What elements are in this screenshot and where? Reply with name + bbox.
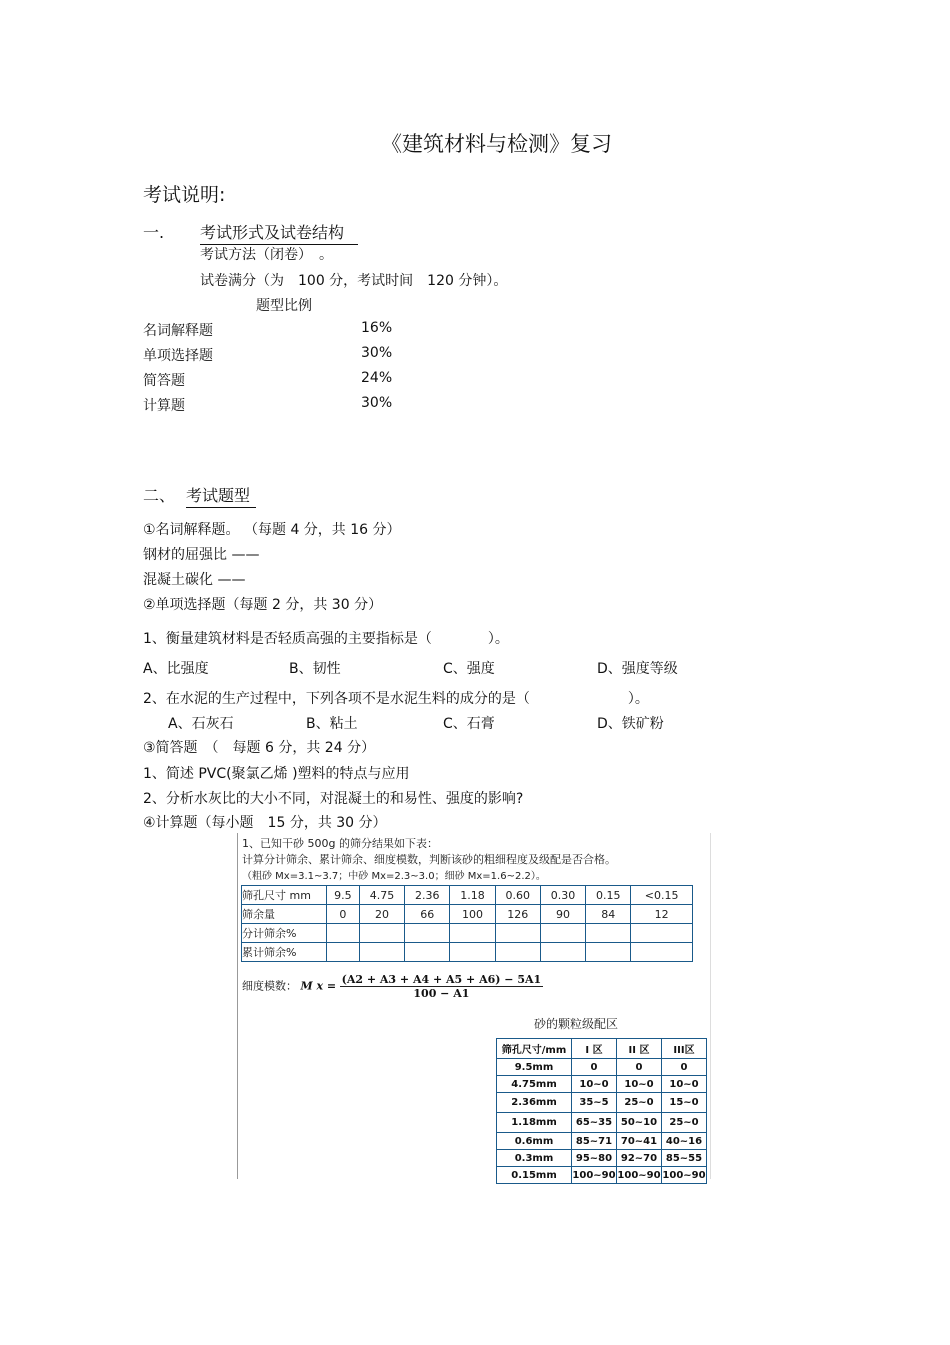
q1-option-a: A、比强度 (143, 661, 209, 677)
table-cell (450, 943, 495, 962)
table-cell: 85~71 (572, 1133, 617, 1150)
table-cell: 90 (540, 905, 585, 924)
formula-lhs: M x = (300, 979, 337, 993)
table-cell: 0 (572, 1059, 617, 1076)
table-row (497, 1093, 707, 1113)
table-cell (495, 943, 540, 962)
table-cell: 50~10 (617, 1113, 662, 1133)
table-cell (631, 924, 693, 943)
table-cell (405, 943, 450, 962)
table-cell: 65~35 (572, 1113, 617, 1133)
table-cell: 40~16 (662, 1133, 707, 1150)
table-cell: 4.75 (359, 886, 404, 905)
q2-option-c: C、石膏 (443, 716, 495, 732)
table-cell (631, 943, 693, 962)
table-cell: 1.18mm (497, 1113, 572, 1133)
part2-number: 二、 (143, 486, 176, 505)
table-cell: 70~41 (617, 1133, 662, 1150)
table-cell: 15~0 (662, 1093, 707, 1113)
exam-score: 试卷满分（为 100 分，考试时间 120 分钟）。 (200, 273, 508, 289)
ratio-pct: 30% (361, 345, 393, 361)
table-row (242, 886, 693, 905)
q2-option-d: D、铁矿粉 (597, 716, 664, 732)
ratio-pct: 30% (361, 395, 393, 411)
table-cell: 95~80 (572, 1150, 617, 1167)
table-cell: 筛孔尺寸/mm (497, 1039, 572, 1059)
ratio-pct: 16% (361, 320, 393, 336)
section-line: 混凝土碳化 —— (143, 572, 246, 588)
calc-line-3: （粗砂 Mx=3.1~3.7；中砂 Mx=2.3~3.0；细砂 Mx=1.6~2.2）。 (242, 871, 546, 882)
exam-method: 考试方法（闭卷） 。 (200, 247, 333, 263)
part1-heading: 考试形式及试卷结构 (200, 220, 358, 245)
table-cell: 20 (359, 905, 404, 924)
table-cell: 0 (617, 1059, 662, 1076)
ratio-type: 简答题 (143, 373, 185, 389)
table-cell: 0 (327, 905, 360, 924)
short-question-1: 1、简述 PVC(聚氯乙烯 )塑料的特点与应用 (143, 766, 410, 782)
table-cell (586, 924, 631, 943)
table-cell (450, 924, 495, 943)
table-cell: 9.5 (327, 886, 360, 905)
table-cell: 100~90 (662, 1167, 707, 1184)
table-cell: I 区 (572, 1039, 617, 1059)
table-cell: 92~70 (617, 1150, 662, 1167)
formula-denominator: 100 − A1 (413, 987, 470, 1000)
table-cell: 分计筛余% (242, 924, 327, 943)
formula-fraction (340, 973, 544, 1000)
gradation-title: 砂的颗粒级配区 (534, 1017, 619, 1031)
gradation-table (496, 1038, 707, 1184)
q2-option-b: B、粘土 (306, 716, 358, 732)
table-cell: 9.5mm (497, 1059, 572, 1076)
table-cell: 0.6mm (497, 1133, 572, 1150)
ratio-type: 单项选择题 (143, 348, 213, 364)
table-cell: 35~5 (572, 1093, 617, 1113)
ratio-pct: 24% (361, 370, 393, 386)
table-cell (405, 924, 450, 943)
table-cell: 1.18 (450, 886, 495, 905)
table-row (242, 924, 693, 943)
part2-heading: 考试题型 (186, 483, 256, 508)
table-cell: 0.30 (540, 886, 585, 905)
table-cell: 0.3mm (497, 1150, 572, 1167)
table-row (497, 1167, 707, 1184)
table-cell: 85~55 (662, 1150, 707, 1167)
table-cell: 100~90 (617, 1167, 662, 1184)
table-cell: 100~90 (572, 1167, 617, 1184)
table-cell (327, 924, 360, 943)
q1-option-c: C、强度 (443, 661, 495, 677)
section-line: ②单项选择题（每题 2 分，共 30 分） (143, 597, 383, 613)
table-cell: II 区 (617, 1039, 662, 1059)
calc-line-1: 1、已知干砂 500g 的筛分结果如下表： (242, 837, 438, 850)
table-row (497, 1113, 707, 1133)
table-cell: 2.36mm (497, 1093, 572, 1113)
table-cell: 2.36 (405, 886, 450, 905)
table-cell: 0 (662, 1059, 707, 1076)
table-cell: 12 (631, 905, 693, 924)
short-answer-heading: ③简答题 （ 每题 6 分，共 24 分） (143, 740, 376, 756)
part1-number: 一. (143, 223, 165, 242)
table-row (497, 1059, 707, 1076)
table-cell (327, 943, 360, 962)
table-cell: III区 (662, 1039, 707, 1059)
calc-image-panel (237, 833, 711, 1179)
table-row (497, 1150, 707, 1167)
table-row (497, 1076, 707, 1093)
ratio-type: 计算题 (143, 398, 185, 414)
table-cell (540, 924, 585, 943)
table-row (242, 943, 693, 962)
short-question-2: 2、分析水灰比的大小不同，对混凝土的和易性、强度的影响? (143, 791, 524, 807)
table-row (242, 905, 693, 924)
fineness-formula (242, 973, 543, 1000)
table-cell: 10~0 (617, 1076, 662, 1093)
table-row (497, 1133, 707, 1150)
table-cell (359, 924, 404, 943)
formula-label: 细度模数： (242, 979, 297, 993)
table-cell: <0.15 (631, 886, 693, 905)
exam-note-heading: 考试说明: (143, 184, 226, 206)
table-cell: 66 (405, 905, 450, 924)
table-cell: 126 (495, 905, 540, 924)
table-cell: 25~0 (617, 1093, 662, 1113)
q1-option-b: B、韧性 (289, 661, 341, 677)
ratio-title: 题型比例 (256, 298, 312, 314)
table-cell: 累计筛余% (242, 943, 327, 962)
table-cell: 0.15 (586, 886, 631, 905)
section-line: 钢材的屈强比 —— (143, 547, 260, 563)
calc-heading: ④计算题（每小题 15 分，共 30 分） (143, 815, 387, 831)
question-1: 1、衡量建筑材料是否轻质高强的主要指标是（ ）。 (143, 631, 509, 647)
formula-numerator: (A2 + A3 + A4 + A5 + A6) − 5A1 (341, 973, 542, 986)
table-cell: 0.60 (495, 886, 540, 905)
table-cell: 10~0 (572, 1076, 617, 1093)
q2-option-a: A、石灰石 (168, 716, 234, 732)
table-cell: 4.75mm (497, 1076, 572, 1093)
table-cell: 100 (450, 905, 495, 924)
table-cell: 筛孔尺寸 mm (242, 886, 327, 905)
table-cell (540, 943, 585, 962)
table-cell: 0.15mm (497, 1167, 572, 1184)
table-cell (495, 924, 540, 943)
table-cell: 筛余量 (242, 905, 327, 924)
calc-line-2: 计算分计筛余、累计筛余、细度模数，判断该砂的粗细程度及级配是否合格。 (242, 853, 616, 866)
table-cell (359, 943, 404, 962)
table-cell: 84 (586, 905, 631, 924)
question-2: 2、在水泥的生产过程中，下列各项不是水泥生料的成分的是（ ）。 (143, 691, 649, 707)
ratio-type: 名词解释题 (143, 323, 213, 339)
table-row (497, 1039, 707, 1059)
sieve-table (241, 885, 693, 962)
table-cell: 10~0 (662, 1076, 707, 1093)
table-cell (586, 943, 631, 962)
page-title: 《建筑材料与检测》复习 (381, 132, 612, 156)
table-cell: 25~0 (662, 1113, 707, 1133)
q1-option-d: D、强度等级 (597, 661, 678, 677)
section-line: ①名词解释题。 （每题 4 分，共 16 分） (143, 522, 401, 538)
